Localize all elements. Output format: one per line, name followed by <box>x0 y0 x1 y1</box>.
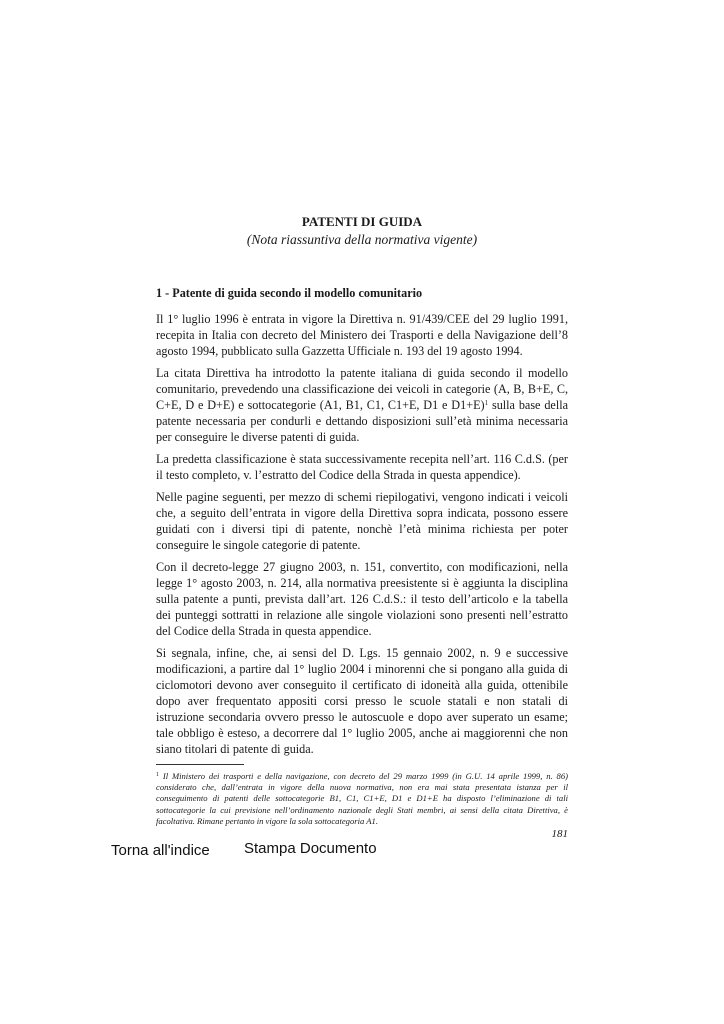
footnote-reference: 1 <box>484 399 489 407</box>
paragraph-6: Si segnala, infine, che, ai sensi del D. Lgs. 15 gennaio 2002, n. 9 e successive modificazioni, a partire dal 1° luglio 2004 i minorenni che si pongano alla guida di ciclomotori devono aver conseguito il certificato di idoneità alla guida, ottenibile dopo aver frequentato appositi corsi presso le scuole statali e non statali di istruzione secondaria ovvero presso le autoscuole e dopo aver superato un esame; tale obbligo è esteso, a decorrere dal 1° luglio 2005, anche ai maggiorenni che non siano titolari di patente di guida. <box>156 646 568 756</box>
paragraph-1: Il 1° luglio 1996 è entrata in vigore la Direttiva n. 91/439/CEE del 29 luglio 1991, recepita in Italia con decreto del Ministero dei Trasporti e della Navigazione dell’8 agosto 1994, pubblicato sulla Gazzetta Ufficiale n. 193 del 19 agosto 1994. <box>156 312 568 358</box>
section-heading: 1 - Patente di guida secondo il modello comunitario <box>156 286 423 300</box>
paragraph-4: Nelle pagine seguenti, per mezzo di schemi riepilogativi, vengono indicati i veicoli che, a seguito dell’entrata in vigore della Direttiva sopra indicata, possono essere guidati con i diversi tipi di patente, nonchè l’età minima richiesta per poter conseguire le singole categorie di patente. <box>156 490 568 552</box>
paragraph-5: Con il decreto-legge 27 giugno 2003, n. 151, convertito, con modificazioni, nella legge 1° agosto 2003, n. 214, alla normativa preesistente si è aggiunta la disciplina sulla patente a punti, prevista dall’art. 126 C.d.S.: il testo dell’articolo e la tabella dei punteggi sottratti in relazione alle singole violazioni sono presenti nell’estratto del Codice della Strada in questa appendice. <box>156 560 568 638</box>
back-to-index-link[interactable]: Torna all'indice <box>111 842 210 859</box>
footnote-text: Il Ministero dei trasporti e della navigazione, con decreto del 29 marzo 1999 (in G.U. 14 aprile 1999, n. 86) considerato che, dall’entrata in vigore della nuova normativa, non era mai stata presentata istanza per il conseguimento di patenti delle sottocategorie B1, C1, C1+E, D1 e D1+E ha disposto l’eliminazione di tali sottocategorie la cui previsione nell’ordinamento nazionale degli Stati membri, ai sensi della citata Direttiva, è facoltativa. Rimane pertanto in vigore la sola sottocategoria A1. <box>156 771 568 826</box>
document-title: PATENTI DI GUIDA <box>301 214 423 229</box>
footnote-mark: 1 <box>156 772 159 778</box>
document-body <box>156 285 568 827</box>
page-number: 181 <box>551 828 568 840</box>
paragraph-2-text-a: La citata Direttiva ha introdotto la patente italiana di guida secondo il modello comunitario, prevedendo una classificazione dei veicoli in categorie (A, B, B+E, C, C+E, D e D+E) e sottocategorie (A1, B1, C1, C1+E, D1 e D1+E) <box>156 366 568 412</box>
print-document-link[interactable]: Stampa Documento <box>244 840 377 857</box>
paragraph-2 <box>156 365 568 445</box>
paragraph-3: La predetta classificazione è stata successivamente recepita nell’art. 116 C.d.S. (per il testo completo, v. l’estratto del Codice della Strada in questa appendice). <box>156 452 568 482</box>
footnote <box>156 771 568 827</box>
document-subtitle: (Nota riassuntiva della normativa vigente) <box>246 232 478 247</box>
footnote-divider <box>156 764 244 765</box>
paragraph-2-text-b: sulla base della patente necessaria per condurli e dettando disposizioni sull’età minima necessaria per conseguire le diverse patenti di guida. <box>156 398 569 444</box>
